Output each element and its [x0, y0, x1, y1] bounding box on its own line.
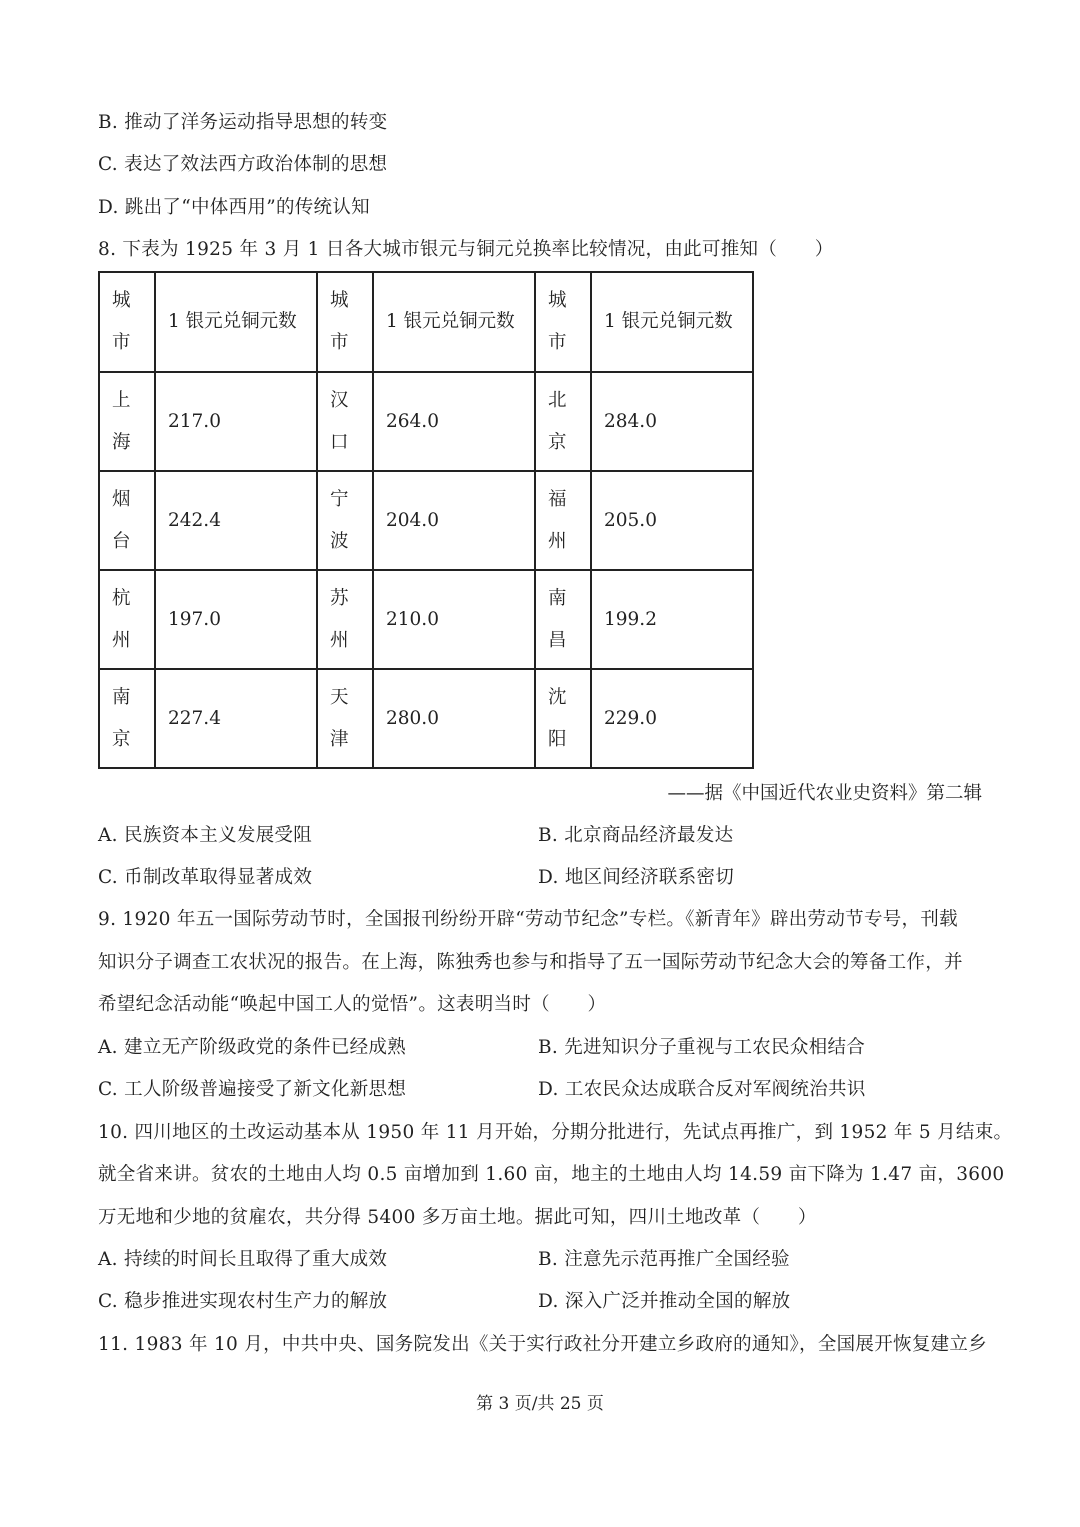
q9-stem-line1: 9. 1920 年五一国际劳动节时，全国报刊纷纷开辟“劳动节纪念”专栏。《新青年》辟出劳动节专号，刊载	[98, 909, 958, 930]
rate-cell: 264.0	[373, 372, 535, 471]
rate-cell: 229.0	[591, 669, 753, 768]
city-cell: 苏州	[317, 570, 373, 669]
exchange-rate-table	[98, 271, 754, 769]
rate-cell: 227.4	[155, 669, 317, 768]
q10-stem-line1: 10. 四川地区的土改运动基本从 1950 年 11 月开始，分期分批进行，先试点再推广，到 1952 年 5 月结束。	[98, 1122, 1013, 1143]
city-cell: 沈阳	[535, 669, 591, 768]
city-cell: 北京	[535, 372, 591, 471]
city-cell: 天津	[317, 669, 373, 768]
rate-cell: 242.4	[155, 471, 317, 570]
city-cell: 杭州	[99, 570, 155, 669]
q10-stem-line3: 万无地和少地的贫雇农，共分得 5400 多万亩土地。据此可知，四川土地改革（ ）	[98, 1207, 817, 1228]
q8-option-c: C. 币制改革取得显著成效	[98, 867, 313, 888]
header-city: 城市	[99, 272, 155, 372]
q10-option-a: A. 持续的时间长且取得了重大成效	[98, 1249, 388, 1270]
rate-cell: 204.0	[373, 471, 535, 570]
table-source-citation: ——据《中国近代农业史资料》第二辑	[667, 783, 982, 804]
rate-cell: 205.0	[591, 471, 753, 570]
header-rate: 1 银元兑铜元数	[591, 272, 753, 372]
q8-option-b: B. 北京商品经济最发达	[538, 825, 734, 846]
q8-stem: 8. 下表为 1925 年 3 月 1 日各大城市银元与铜元兑换率比较情况，由此可推知（ ）	[98, 239, 834, 260]
q8-option-a: A. 民族资本主义发展受阻	[98, 825, 313, 846]
city-cell: 汉口	[317, 372, 373, 471]
q11-stem-line1: 11. 1983 年 10 月，中共中央、国务院发出《关于实行政社分开建立乡政府的通知》，全国展开恢复建立乡	[98, 1334, 988, 1355]
city-cell: 宁波	[317, 471, 373, 570]
table-row	[99, 570, 753, 669]
rate-cell: 284.0	[591, 372, 753, 471]
q9-stem-line3: 希望纪念活动能“唤起中国工人的觉悟”。这表明当时（ ）	[98, 994, 607, 1015]
rate-cell: 197.0	[155, 570, 317, 669]
page-footer: 第 3 页/共 25 页	[476, 1394, 604, 1414]
q10-stem-line2: 就全省来讲。贫农的土地由人均 0.5 亩增加到 1.60 亩，地主的土地由人均 14.59 亩下降为 1.47 亩，3600	[98, 1164, 1005, 1185]
q9-option-d: D. 工农民众达成联合反对军阀统治共识	[538, 1079, 866, 1100]
q10-option-c: C. 稳步推进实现农村生产力的解放	[98, 1291, 388, 1312]
city-cell: 上海	[99, 372, 155, 471]
rate-cell: 280.0	[373, 669, 535, 768]
header-city: 城市	[535, 272, 591, 372]
q7-option-c: C. 表达了效法西方政治体制的思想	[98, 154, 388, 175]
header-rate: 1 银元兑铜元数	[373, 272, 535, 372]
table-row	[99, 669, 753, 768]
q9-stem-line2: 知识分子调查工农状况的报告。在上海，陈独秀也参与和指导了五一国际劳动节纪念大会的筹备工作，并	[98, 952, 963, 973]
header-rate: 1 银元兑铜元数	[155, 272, 317, 372]
rate-cell: 210.0	[373, 570, 535, 669]
rate-cell: 199.2	[591, 570, 753, 669]
q7-option-d: D. 跳出了“中体西用”的传统认知	[98, 197, 370, 218]
city-cell: 烟台	[99, 471, 155, 570]
q10-option-b: B. 注意先示范再推广全国经验	[538, 1249, 790, 1270]
q9-option-c: C. 工人阶级普遍接受了新文化新思想	[98, 1079, 407, 1100]
header-city: 城市	[317, 272, 373, 372]
q9-option-a: A. 建立无产阶级政党的条件已经成熟	[98, 1037, 407, 1058]
q7-option-b: B. 推动了洋务运动指导思想的转变	[98, 112, 388, 133]
city-cell: 南昌	[535, 570, 591, 669]
city-cell: 福州	[535, 471, 591, 570]
table-row	[99, 471, 753, 570]
table-row	[99, 372, 753, 471]
q8-option-d: D. 地区间经济联系密切	[538, 867, 735, 888]
rate-cell: 217.0	[155, 372, 317, 471]
city-cell: 南京	[99, 669, 155, 768]
q9-option-b: B. 先进知识分子重视与工农民众相结合	[538, 1037, 866, 1058]
q10-option-d: D. 深入广泛并推动全国的解放	[538, 1291, 791, 1312]
table-header-row	[99, 272, 753, 372]
